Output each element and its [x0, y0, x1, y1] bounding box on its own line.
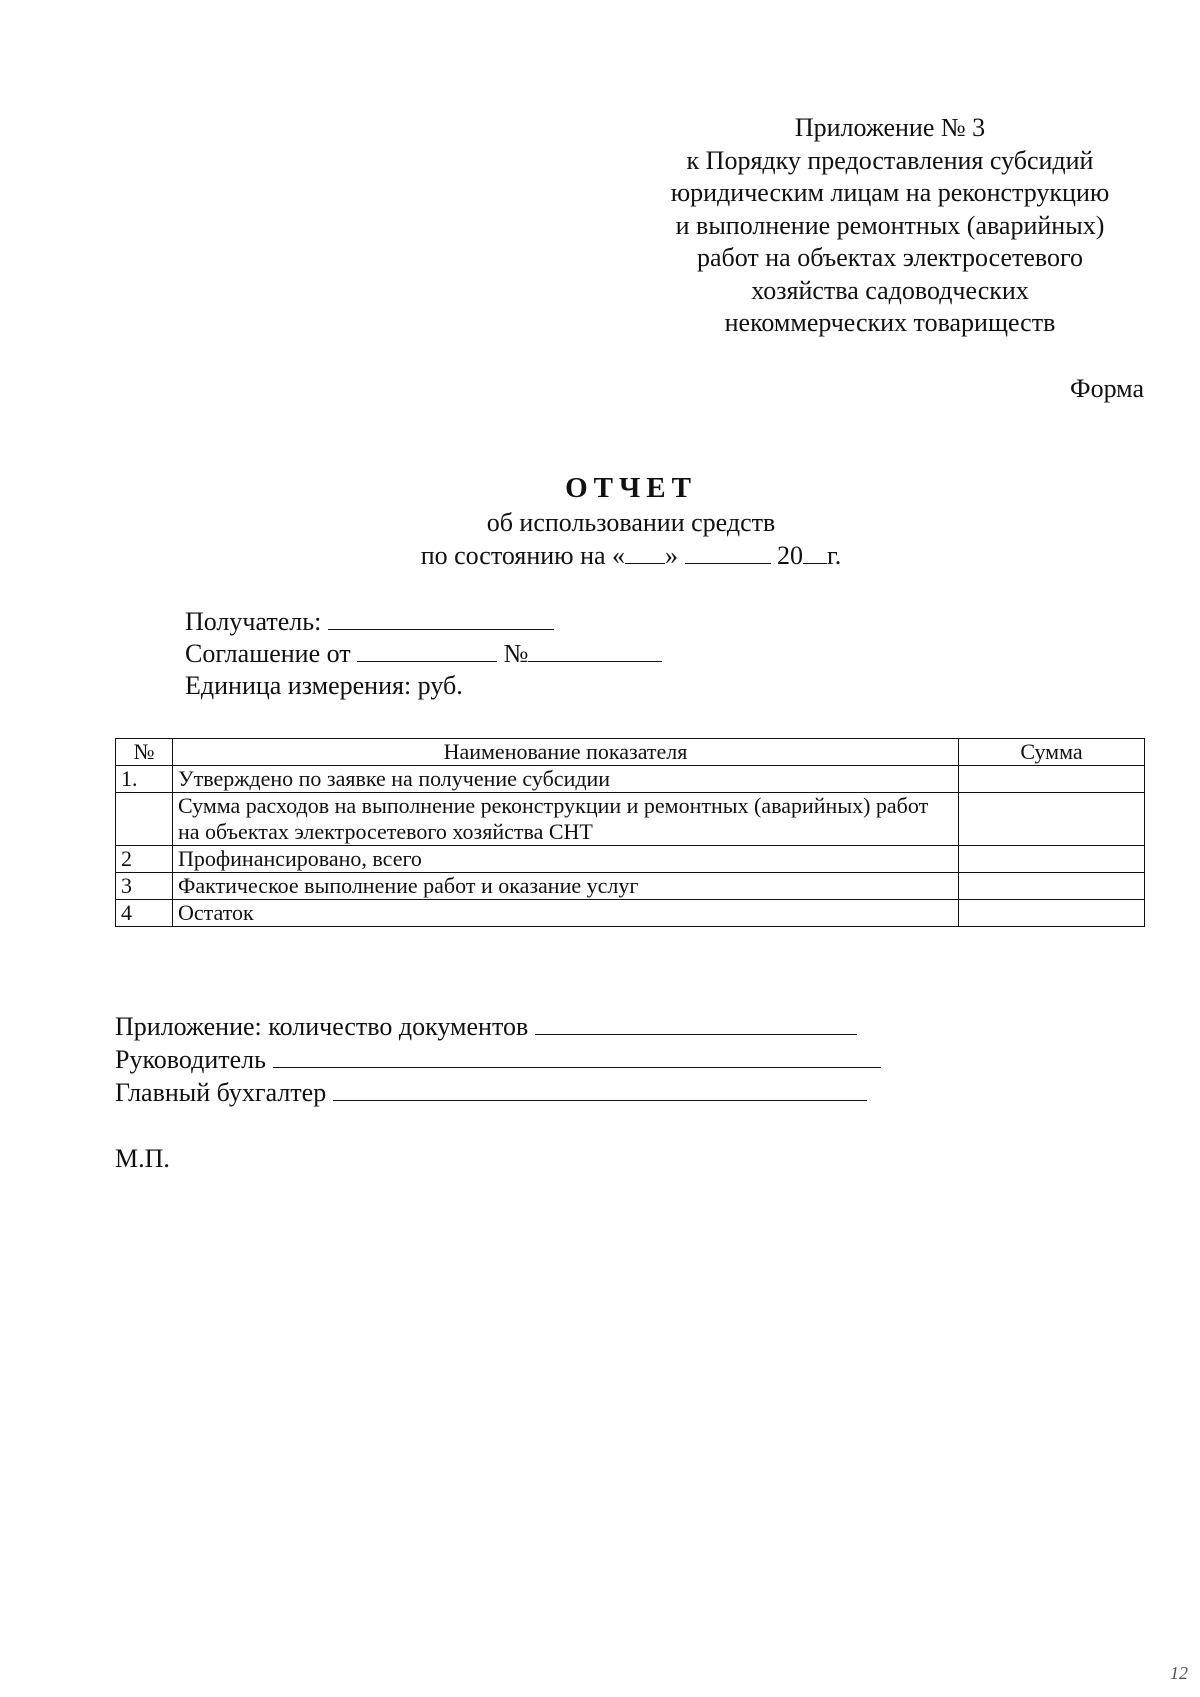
- table-row: [116, 766, 1145, 793]
- report-subtitle: об использовании средств: [486, 508, 776, 537]
- row-name: Сумма расходов на выполнение реконструкции и ремонтных (аварийных) работ на объектах электросетевого хозяйства СНТ: [173, 793, 959, 846]
- agreement-date-blank[interactable]: [357, 639, 497, 662]
- table-header-row: [116, 739, 1145, 766]
- header-indicator-name: Наименование показателя: [173, 739, 959, 766]
- appendix-line: хозяйства садоводческих: [751, 275, 1029, 305]
- director-line: [115, 1043, 881, 1076]
- appendix-header: [630, 112, 1150, 340]
- appendix-line: к Порядку предоставления субсидий: [686, 145, 1094, 175]
- date-quote-close: »: [665, 541, 679, 570]
- recipient-label: Получатель:: [185, 607, 322, 636]
- form-label: Форма: [1070, 374, 1144, 403]
- header-sum: Сумма: [959, 739, 1145, 766]
- table-row: [116, 900, 1145, 927]
- appendix-line: некоммерческих товариществ: [724, 308, 1056, 337]
- row-sum[interactable]: [959, 766, 1145, 793]
- agreement-label: Соглашение от: [185, 639, 351, 668]
- report-date-line: [0, 539, 1200, 572]
- agreement-no-label: №: [503, 639, 529, 668]
- report-table: [115, 738, 1145, 927]
- table-row: [116, 793, 1145, 846]
- director-label: Руководитель: [115, 1045, 266, 1074]
- row-number: 4: [116, 900, 173, 927]
- accountant-signature-blank[interactable]: [333, 1078, 867, 1101]
- row-number: 3: [116, 873, 173, 900]
- accountant-label: Главный бухгалтер: [115, 1078, 327, 1107]
- accountant-line: [115, 1076, 881, 1109]
- header-number: №: [116, 739, 173, 766]
- row-number: 2: [116, 846, 173, 873]
- date-year-prefix: 20: [777, 541, 804, 570]
- row-name: Утверждено по заявке на получение субсидии: [173, 766, 959, 793]
- row-sum[interactable]: [959, 900, 1145, 927]
- attachment-count-blank[interactable]: [535, 1012, 857, 1035]
- recipient-blank[interactable]: [328, 607, 554, 630]
- row-number: 1.: [116, 766, 173, 793]
- row-sum[interactable]: [959, 846, 1145, 873]
- page-number-mark: 12: [1170, 1663, 1188, 1683]
- row-sum[interactable]: [959, 793, 1145, 846]
- date-prefix: по состоянию на «: [420, 541, 626, 570]
- unit-line: Единица измерения: руб.: [185, 671, 463, 700]
- agreement-number-blank[interactable]: [528, 639, 662, 662]
- attachment-line: [115, 1010, 881, 1043]
- stamp-placeholder: М.П.: [115, 1144, 170, 1173]
- date-suffix: г.: [827, 541, 842, 570]
- director-signature-blank[interactable]: [273, 1045, 881, 1068]
- row-number: [116, 793, 173, 846]
- appendix-line: юридическим лицам на реконструкцию: [670, 178, 1110, 207]
- agreement-line: [185, 638, 662, 670]
- report-meta: [185, 606, 662, 702]
- row-name: Профинансировано, всего: [173, 846, 959, 873]
- signature-block: [115, 1010, 881, 1109]
- report-title: ОТЧЕТ: [565, 472, 697, 504]
- appendix-line: работ на объектах электросетевого: [696, 243, 1084, 272]
- table-row: [116, 873, 1145, 900]
- attachment-label: Приложение: количество документов: [115, 1012, 529, 1041]
- row-name: Остаток: [173, 900, 959, 927]
- table-row: [116, 846, 1145, 873]
- report-title-block: [0, 470, 1200, 572]
- date-year-blank[interactable]: [803, 541, 827, 564]
- row-sum[interactable]: [959, 873, 1145, 900]
- recipient-line: [185, 606, 662, 638]
- row-name: Фактическое выполнение работ и оказание услуг: [173, 873, 959, 900]
- appendix-line: и выполнение ремонтных (аварийных): [675, 210, 1105, 240]
- date-day-blank[interactable]: [625, 541, 665, 564]
- date-month-blank[interactable]: [685, 541, 771, 564]
- appendix-line: Приложение № 3: [794, 113, 986, 142]
